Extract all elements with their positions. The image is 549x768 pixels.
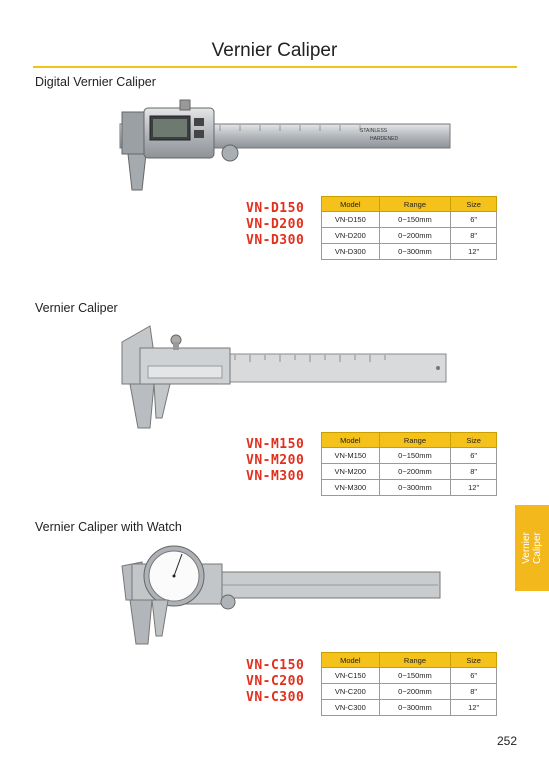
section-title-digital: Digital Vernier Caliper	[35, 75, 156, 89]
side-tab-line2: Caliper	[532, 532, 543, 564]
model-list-vernier	[246, 437, 304, 485]
page-number: 252	[496, 734, 517, 748]
spec-table-vernier	[321, 432, 497, 496]
beam-text-stainless: STAINLESS	[360, 128, 388, 134]
table-row: VN-D300 0~300mm 12"	[322, 244, 497, 260]
header-range: Range	[379, 653, 451, 668]
table-row: VN-D200 0~200mm 8"	[322, 228, 497, 244]
model-code: VN-C150	[246, 658, 305, 673]
page-title: Vernier Caliper	[211, 40, 338, 61]
model-code: VN-D200	[246, 217, 305, 232]
model-code: VN-M150	[246, 437, 305, 452]
header-size: Size	[451, 653, 497, 668]
model-code: VN-D300	[246, 233, 305, 248]
section-title-vernier: Vernier Caliper	[35, 301, 118, 315]
model-code: VN-M200	[246, 453, 305, 468]
header-range: Range	[379, 197, 451, 212]
header-model: Model	[322, 433, 380, 448]
spec-table-watch	[321, 652, 497, 716]
side-tab-line1: Vernier	[521, 532, 532, 564]
table-row: VN-M150 0~150mm 6"	[322, 448, 497, 464]
header-model: Model	[322, 197, 380, 212]
model-list-watch	[246, 658, 304, 706]
header-size: Size	[451, 197, 497, 212]
title-rule	[33, 66, 517, 68]
model-code: VN-D150	[246, 201, 305, 216]
beam-text-hardened: HARDENED	[370, 136, 399, 142]
header-size: Size	[451, 433, 497, 448]
model-code: VN-C200	[246, 674, 305, 689]
vernier-caliper-image	[110, 322, 455, 434]
table-row: VN-M300 0~300mm 12"	[322, 480, 497, 496]
model-code: VN-M300	[246, 469, 305, 484]
side-tab	[515, 505, 549, 591]
table-row: VN-C150 0~150mm 6"	[322, 668, 497, 684]
model-list-digital	[246, 201, 304, 249]
table-row: VN-D150 0~150mm 6"	[322, 212, 497, 228]
table-row: VN-C200 0~200mm 8"	[322, 684, 497, 700]
section-title-watch: Vernier Caliper with Watch	[35, 520, 182, 534]
digital-caliper-image	[100, 98, 460, 194]
dial-caliper-image	[112, 540, 448, 650]
side-tab-label	[521, 532, 543, 564]
table-row: VN-M200 0~200mm 8"	[322, 464, 497, 480]
spec-table-digital	[321, 196, 497, 260]
model-code: VN-C300	[246, 690, 305, 705]
header-model: Model	[322, 653, 380, 668]
header-range: Range	[379, 433, 451, 448]
table-row: VN-C300 0~300mm 12"	[322, 700, 497, 716]
